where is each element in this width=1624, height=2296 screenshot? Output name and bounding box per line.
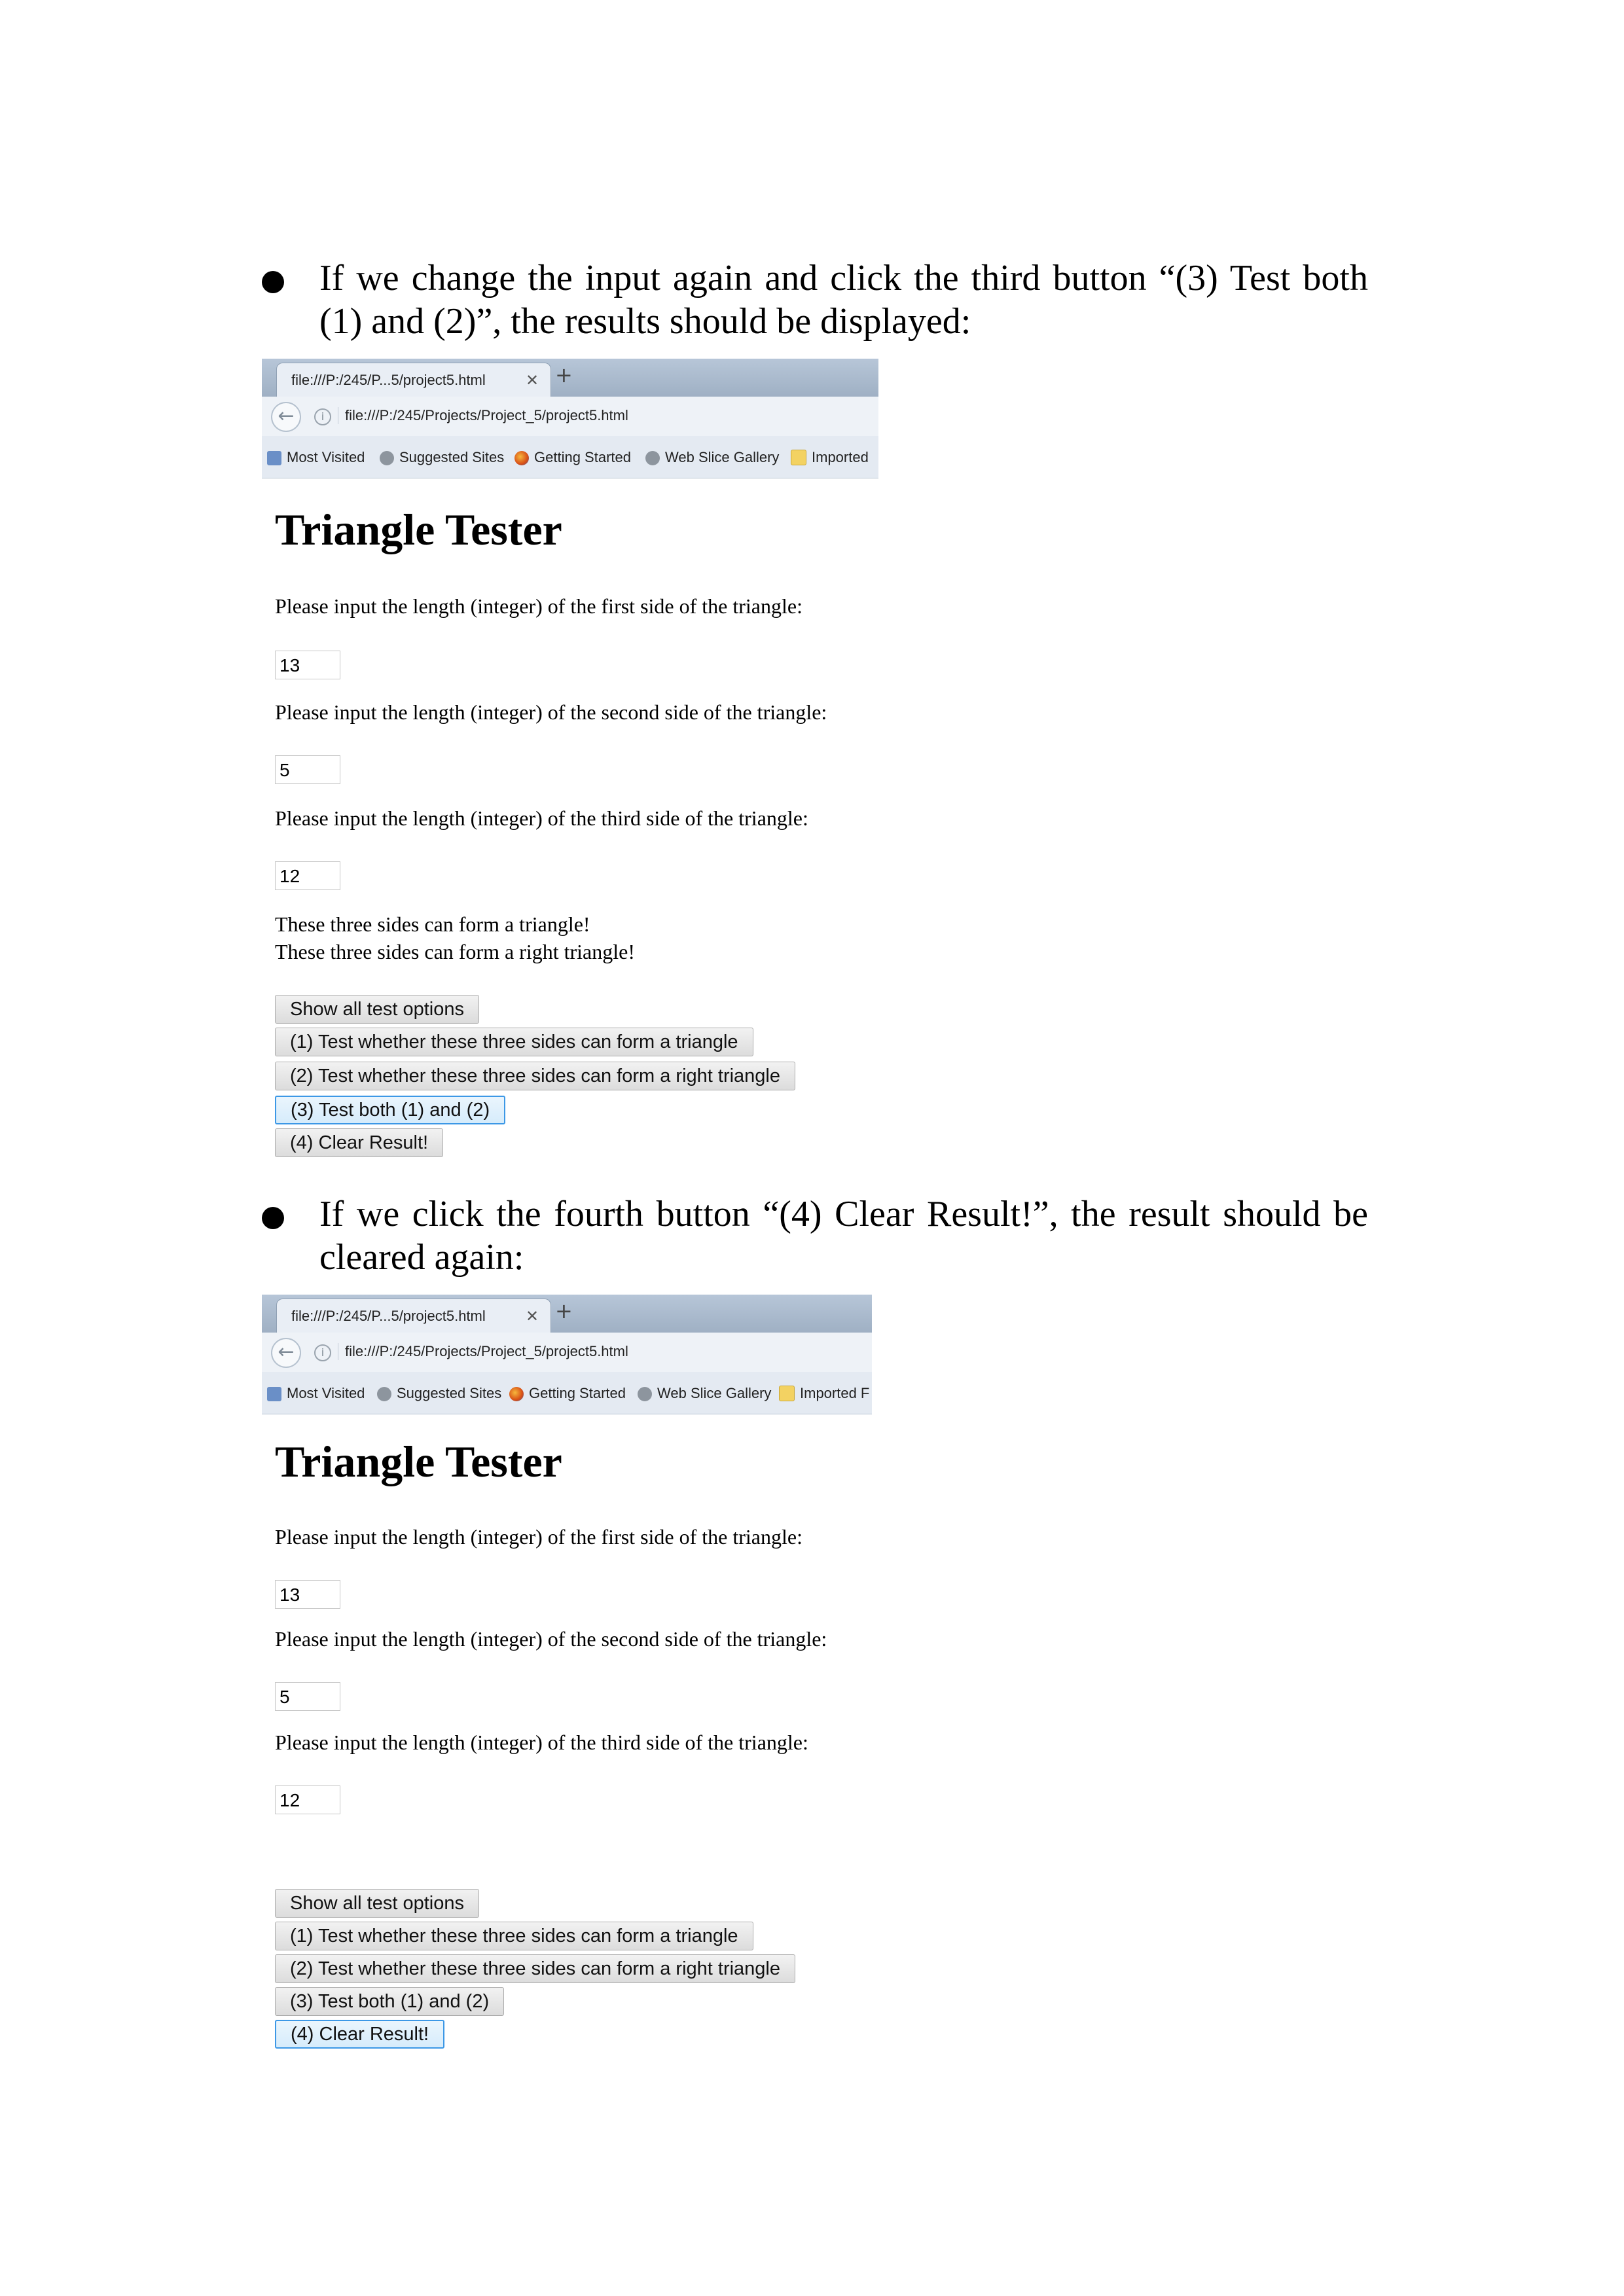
back-arrow-icon[interactable]: ← <box>271 1338 301 1368</box>
browser-tab[interactable] <box>276 363 551 397</box>
navigation-bar <box>262 397 878 437</box>
test-both-button[interactable]: (3) Test both (1) and (2) <box>275 1096 505 1124</box>
new-tab-icon[interactable]: + <box>555 1299 573 1323</box>
third-side-label: Please input the length (integer) of the third side of the triangle: <box>275 1731 808 1754</box>
bullet-dot <box>262 1207 284 1229</box>
second-side-label: Please input the length (integer) of the second side of the triangle: <box>275 700 827 724</box>
bullet-text: If we click the fourth button “(4) Clear Result!”, the result should be cleared again: <box>319 1194 1368 1278</box>
page-title: Triangle Tester <box>275 505 562 554</box>
navigation-bar <box>262 1333 872 1372</box>
firefox-icon <box>509 1387 524 1401</box>
tab-bar <box>262 1295 872 1333</box>
globe-icon <box>638 1387 652 1401</box>
bullet-item-2 <box>262 1193 1368 1279</box>
browser-screenshot-1 <box>262 359 878 1165</box>
bullet-item-1 <box>262 257 1368 343</box>
first-side-input[interactable]: 13 <box>275 651 340 679</box>
result-right-triangle: These three sides can form a right triangle! <box>275 940 635 963</box>
close-tab-icon[interactable]: ✕ <box>526 1308 539 1325</box>
most-visited-icon <box>267 451 281 465</box>
first-side-label: Please input the length (integer) of the first side of the triangle: <box>275 594 803 618</box>
first-side-input[interactable]: 13 <box>275 1580 340 1609</box>
third-side-label: Please input the length (integer) of the third side of the triangle: <box>275 806 808 830</box>
show-all-options-button[interactable]: Show all test options <box>275 995 479 1024</box>
test-triangle-button[interactable]: (1) Test whether these three sides can form a triangle <box>275 1922 753 1950</box>
new-tab-icon[interactable]: + <box>555 363 573 387</box>
bullet-dot <box>262 271 284 293</box>
globe-icon <box>377 1387 391 1401</box>
second-side-input[interactable]: 5 <box>275 1682 340 1711</box>
bookmark-imported[interactable]: Imported <box>791 449 869 466</box>
globe-icon <box>380 451 394 465</box>
test-both-button[interactable]: (3) Test both (1) and (2) <box>275 1987 504 2016</box>
page-title: Triangle Tester <box>275 1437 562 1486</box>
test-triangle-button[interactable]: (1) Test whether these three sides can form a triangle <box>275 1028 753 1056</box>
clear-result-button[interactable]: (4) Clear Result! <box>275 2020 444 2049</box>
bookmark-web-slice-gallery[interactable]: Web Slice Gallery <box>638 1385 771 1402</box>
clear-result-button[interactable]: (4) Clear Result! <box>275 1128 443 1157</box>
browser-screenshot-2 <box>262 1295 872 2060</box>
folder-icon <box>779 1386 795 1401</box>
bookmark-most-visited[interactable]: Most Visited <box>267 1385 365 1402</box>
page-content <box>262 1414 872 2060</box>
first-side-label: Please input the length (integer) of the first side of the triangle: <box>275 1525 803 1549</box>
tab-bar <box>262 359 878 397</box>
back-arrow-icon[interactable]: ← <box>271 402 301 432</box>
show-all-options-button[interactable]: Show all test options <box>275 1889 479 1918</box>
tab-title: file:///P:/245/P...5/project5.html <box>291 371 486 388</box>
folder-icon <box>791 450 806 465</box>
browser-tab[interactable] <box>276 1299 551 1333</box>
info-icon[interactable]: i <box>314 408 331 425</box>
second-side-input[interactable]: 5 <box>275 755 340 784</box>
test-right-triangle-button[interactable]: (2) Test whether these three sides can form a right triangle <box>275 1062 795 1090</box>
bookmarks-bar <box>262 1372 872 1414</box>
bookmark-most-visited[interactable]: Most Visited <box>267 449 365 466</box>
address-bar[interactable]: file:///P:/245/Projects/Project_5/project5.html <box>338 1343 628 1360</box>
bookmark-web-slice-gallery[interactable]: Web Slice Gallery <box>645 449 779 466</box>
bookmark-imported[interactable]: Imported F <box>779 1385 869 1402</box>
third-side-input[interactable]: 12 <box>275 1785 340 1814</box>
bookmarks-bar <box>262 436 878 478</box>
most-visited-icon <box>267 1387 281 1401</box>
second-side-label: Please input the length (integer) of the second side of the triangle: <box>275 1627 827 1651</box>
globe-icon <box>645 451 660 465</box>
bookmark-suggested-sites[interactable]: Suggested Sites <box>380 449 504 466</box>
firefox-icon <box>514 451 529 465</box>
test-right-triangle-button[interactable]: (2) Test whether these three sides can form a right triangle <box>275 1954 795 1983</box>
info-icon[interactable]: i <box>314 1344 331 1361</box>
bookmark-suggested-sites[interactable]: Suggested Sites <box>377 1385 501 1402</box>
bullet-text: If we change the input again and click the third button “(3) Test both (1) and (2)”, the results should be displayed: <box>319 258 1368 342</box>
address-bar[interactable]: file:///P:/245/Projects/Project_5/project5.html <box>338 407 628 424</box>
page-content <box>262 478 878 1165</box>
third-side-input[interactable]: 12 <box>275 861 340 890</box>
close-tab-icon[interactable]: ✕ <box>526 372 539 389</box>
bookmark-getting-started[interactable]: Getting Started <box>509 1385 626 1402</box>
bookmark-getting-started[interactable]: Getting Started <box>514 449 631 466</box>
tab-title: file:///P:/245/P...5/project5.html <box>291 1307 486 1324</box>
result-triangle: These three sides can form a triangle! <box>275 912 590 936</box>
